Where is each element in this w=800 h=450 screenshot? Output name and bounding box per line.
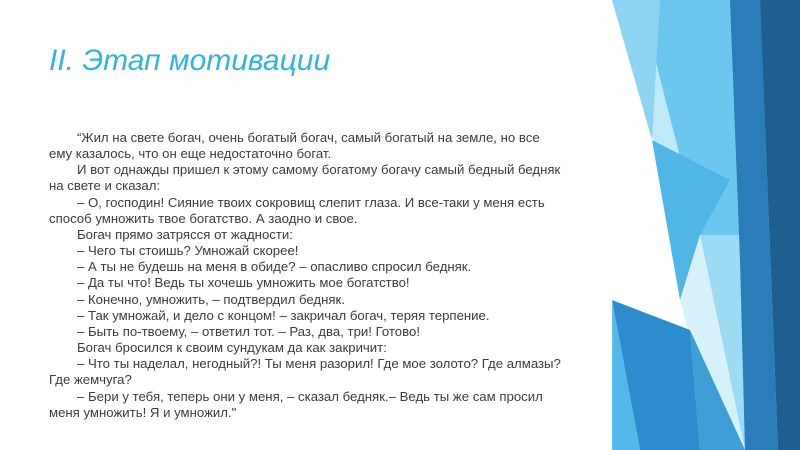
text-line: – Что ты наделал, негодный?! Ты меня разорил! Где мое золото? Где алмазы? (77, 356, 561, 372)
text-line: И вот однажды пришел к этому самому богатому богачу самый бедный бедняк (77, 162, 561, 178)
text-line: меня умножить! Я и умножил." (49, 404, 237, 420)
text-line: – Да ты что! Ведь ты хочешь умножить мое богатство! (77, 275, 410, 291)
text-line: Где жемчуга? (49, 372, 132, 388)
text-line: на свете и сказал: (49, 178, 161, 194)
slide-title: II. Этап мотивации (49, 44, 331, 77)
text-line: – Так умножай, и дело с концом! – закричал богач, теряя терпение. (77, 307, 490, 323)
text-line: – О, господин! Сияние твоих сокровищ слепит глаза. И все-таки у меня есть (77, 194, 545, 210)
text-line: Богач бросился к своим сундукам да как закричит: (77, 340, 387, 356)
text-line: – Конечно, умножить, – подтвердил бедняк. (77, 291, 345, 307)
text-line: – Чего ты стоишь? Умножай скорее! (77, 243, 299, 259)
text-line: способ умножить твое богатство. А заодно и свое. (49, 210, 358, 226)
text-line: Богач прямо затрясся от жадности: (77, 226, 293, 242)
text-line: ему казалось, что он еще недостаточно богат. (49, 146, 332, 162)
text-line: – Быть по-твоему, – ответил тот. – Раз, два, три! Готово! (77, 323, 420, 339)
text-line: “Жил на свете богач, очень богатый богач, самый богатый на земле, но все (77, 130, 540, 145)
facet-shape (612, 0, 660, 140)
text-line: – А ты не будешь на меня в обиде? – опасливо спросил бедняк. (77, 259, 472, 275)
text-line: – Бери у тебя, теперь они у меня, – сказал бедняк.– Ведь ты же сам просил (77, 388, 543, 404)
